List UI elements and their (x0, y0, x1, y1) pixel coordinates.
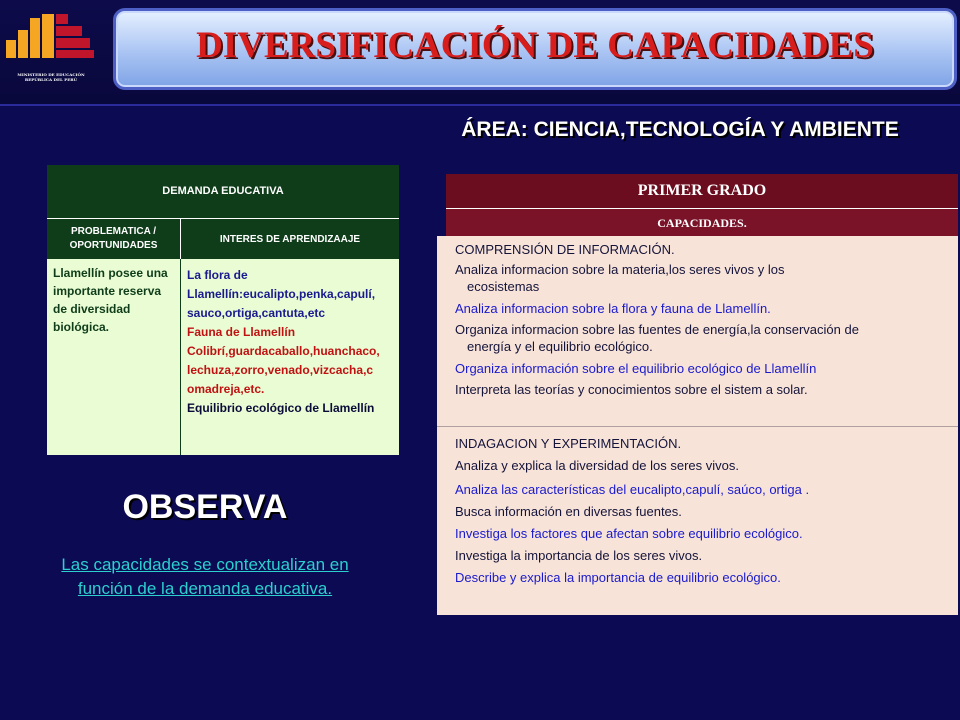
logo-bars-icon (6, 10, 96, 60)
capacities-table (446, 174, 958, 614)
logo-line-1: MINISTERIO DE EDUCACIÓN (17, 72, 85, 77)
problematica-cell (47, 259, 181, 455)
demand-table-header: DEMANDA EDUCATIVA (47, 165, 399, 218)
interes-line: La flora de (187, 268, 248, 282)
capacities-subheader: CAPACIDADES. (446, 208, 958, 237)
logo-line-2: REPÚBLICA DEL PERÚ (24, 77, 78, 82)
observa-link[interactable]: Las capacidades se contextualizan en función de la demanda educativa. (61, 555, 349, 598)
interes-cell (181, 259, 399, 455)
capacity-line: Analiza y explica la diversidad de los seres vivos. (455, 458, 739, 473)
capacity-line: COMPRENSIÓN DE INFORMACIÓN. (455, 242, 675, 257)
capacity-line: energía y el equilibrio ecológico. (467, 339, 653, 354)
interes-line: Equilibrio ecológico de Llamellín (187, 401, 375, 415)
comprension-section (437, 236, 958, 426)
ministry-logo (6, 10, 96, 90)
capacity-line: Investiga la importancia de los seres vivos. (455, 548, 703, 563)
capacity-line: INDAGACION Y EXPERIMENTACIÓN. (455, 436, 682, 451)
capacity-line: Analiza las características del eucalipto,capulí, saúco, ortiga . (455, 482, 810, 497)
interes-line: Colibrí,guardacaballo,huanchaco, (187, 344, 380, 358)
capacity-line: Analiza informacion sobre la materia,los seres vivos y los (455, 262, 785, 277)
capacity-line: Describe y explica la importancia de equilibrio ecológico. (455, 570, 781, 585)
problematica-header: PROBLEMATICA / OPORTUNIDADES (47, 218, 181, 259)
indagacion-section (437, 426, 958, 615)
interes-header: INTERES DE APRENDIZAAJE (181, 218, 399, 259)
title-banner (113, 8, 957, 90)
area-title: ÁREA: CIENCIA,TECNOLOGÍA Y AMBIENTE (461, 118, 899, 141)
interes-line: omadreja,etc. (187, 382, 265, 396)
demand-table (47, 165, 399, 455)
interes-line: sauco,ortiga,cantuta,etc (187, 306, 326, 320)
page-title: DIVERSIFICACIÓN DE CAPACIDADES (196, 25, 874, 66)
capacity-line: Busca información en diversas fuentes. (455, 504, 682, 519)
capacity-line: Analiza informacion sobre la flora y fauna de Llamellín. (455, 301, 771, 316)
problematica-text: Llamellín posee una importante reserva de diversidad biológica. (53, 266, 168, 334)
capacity-line: Organiza información sobre el equilibrio ecológico de Llamellín (455, 361, 817, 376)
interes-line: Fauna de Llamellín (187, 325, 296, 339)
capacity-line: Organiza informacion sobre las fuentes de energía,la conservación de (455, 322, 859, 337)
capacity-line: Interpreta las teorías y conocimientos sobre el sistem a solar. (455, 382, 808, 397)
grade-header: PRIMER GRADO (446, 174, 958, 208)
observa-heading: OBSERVA (122, 488, 288, 526)
interes-line: lechuza,zorro,venado,vizcacha,c (187, 363, 374, 377)
interes-line: Llamellín:eucalipto,penka,capulí, (187, 287, 376, 301)
logo-text (6, 72, 96, 82)
capacity-line: ecosistemas (467, 279, 540, 294)
header-divider (0, 104, 960, 106)
capacity-line: Investiga los factores que afectan sobre equilibrio ecológico. (455, 526, 803, 541)
